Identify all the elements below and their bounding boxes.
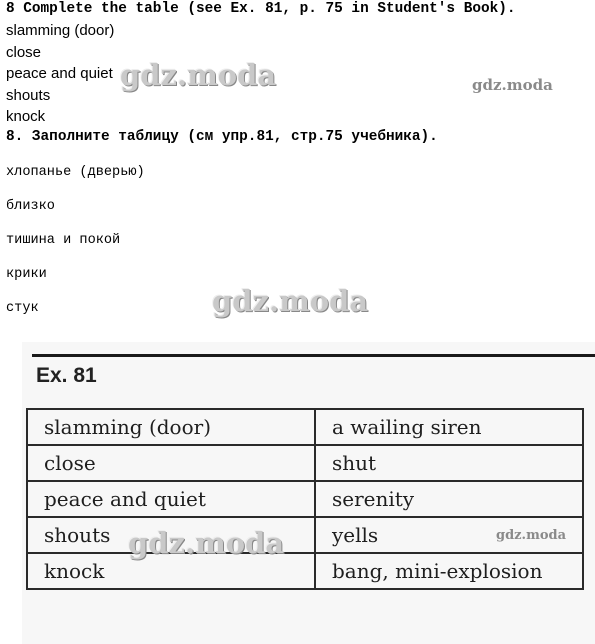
table-cell: close (27, 445, 315, 481)
russian-item: близко (6, 199, 55, 214)
english-word-list (6, 20, 114, 128)
english-item: knock (6, 108, 46, 125)
heading-russian: 8. Заполните таблицу (см упр.81, стр.75 учебника). (6, 129, 438, 145)
watermark: gdz.moda (120, 58, 277, 92)
table-row (27, 553, 583, 589)
watermark: gdz.moda (472, 76, 553, 94)
heading-english: 8 Complete the table (see Ex. 81, p. 75 in Student's Book). (6, 1, 516, 17)
table-cell: yells (315, 517, 583, 553)
table-cell: peace and quiet (27, 481, 315, 517)
russian-item: стук (6, 301, 39, 316)
watermark: gdz.moda (212, 284, 369, 318)
exercise-title: Ex. 81 (36, 364, 97, 387)
russian-item: хлопанье (дверью) (6, 165, 145, 180)
russian-item: тишина и покой (6, 233, 121, 248)
divider-rule (32, 354, 595, 357)
english-item: close (6, 43, 42, 61)
exercise-table (26, 408, 584, 590)
table-cell: knock (27, 553, 315, 589)
table-cell: a wailing siren (315, 409, 583, 445)
watermark: gdz.moda (128, 526, 285, 560)
table-row (27, 445, 583, 481)
english-item: shouts (6, 86, 51, 104)
table-row (27, 481, 583, 517)
russian-item: крики (6, 267, 47, 282)
watermark: gdz.moda (496, 528, 567, 543)
table-row (27, 409, 583, 445)
exercise-scan (22, 342, 595, 644)
english-item: peace and quiet (6, 65, 113, 82)
table-cell: shut (315, 445, 583, 481)
table-cell: slamming (door) (27, 409, 315, 445)
table-cell: bang, mini-explosion (315, 553, 583, 589)
table-cell: serenity (315, 481, 583, 517)
table-cell: shouts (27, 517, 315, 553)
english-item: slamming (door) (6, 22, 115, 39)
